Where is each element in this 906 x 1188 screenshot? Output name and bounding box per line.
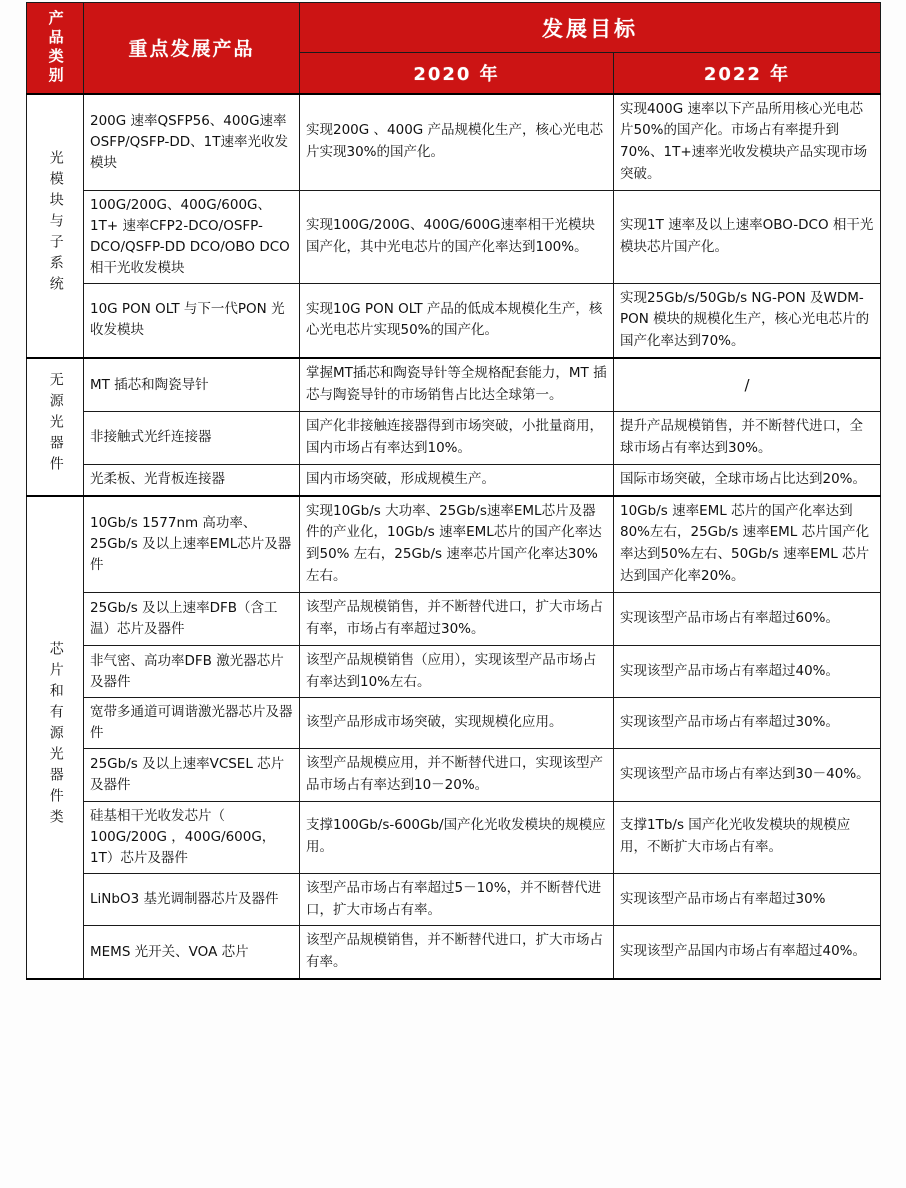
header-row-top (27, 3, 881, 53)
goal-2022-cell: 实现该型产品国内市场占有率超过40%。 (614, 926, 881, 979)
goal-2022-cell: 实现25Gb/s/50Gb/s NG-PON 及WDM-PON 模块的规模化生产，核心光电芯片的国产化率达到70%。 (614, 283, 881, 358)
product-cell: 100G/200G、400G/600G、1T+ 速率CFP2-DCO/OSFP-DCO/QSFP-DD DCO/OBO DCO 相干光收发模块 (84, 190, 300, 283)
table-row (27, 464, 881, 495)
table-row (27, 645, 881, 698)
table-row (27, 358, 881, 411)
table-row (27, 749, 881, 802)
product-cell: 25Gb/s 及以上速率VCSEL 芯片及器件 (84, 749, 300, 802)
goal-2020-cell: 实现10Gb/s 大功率、25Gb/s速率EML芯片及器件的产业化，10Gb/s 速率EML芯片的国产化率达到50% 左右，25Gb/s 速率芯片国产化率达30%左右。 (300, 496, 614, 593)
category-label: 无源光器件 (47, 372, 64, 478)
header-goal: 发展目标 (300, 3, 881, 53)
goal-2022-cell: 实现该型产品市场占有率超过40%。 (614, 645, 881, 698)
goal-2020-cell: 该型产品市场占有率超过5－10%，并不断替代进口，扩大市场占有率。 (300, 873, 614, 926)
goal-2020-cell: 实现100G/200G、400G/600G速率相干光模块国产化，其中光电芯片的国产化率达到100%。 (300, 190, 614, 283)
product-cell: 10Gb/s 1577nm 高功率、25Gb/s 及以上速率EML芯片及器件 (84, 496, 300, 593)
goal-2022-cell: 实现该型产品市场占有率超过30% (614, 873, 881, 926)
goal-2022-cell: 支撑1Tb/s 国产化光收发模块的规模应用，不断扩大市场占有率。 (614, 801, 881, 873)
table-row (27, 190, 881, 283)
goal-2022-cell: 实现1T 速率及以上速率OBO-DCO 相干光模块芯片国产化。 (614, 190, 881, 283)
goal-2022-cell: 实现该型产品市场占有率超过30%。 (614, 698, 881, 749)
goal-2020-cell: 该型产品规模应用，并不断替代进口，实现该型产品市场占有率达到10－20%。 (300, 749, 614, 802)
header-year-2022: 2022 年 (614, 53, 881, 94)
table-header (27, 3, 881, 94)
category-cell-optical-modules (27, 94, 84, 359)
goal-2020-cell: 该型产品规模销售，并不断替代进口，扩大市场占有率，市场占有率超过30%。 (300, 592, 614, 645)
header-year-2020: 2020 年 (300, 53, 614, 94)
goal-2020-cell: 该型产品规模销售（应用），实现该型产品市场占有率达到10%左右。 (300, 645, 614, 698)
goal-2020-cell: 该型产品形成市场突破，实现规模化应用。 (300, 698, 614, 749)
product-cell: 非气密、高功率DFB 激光器芯片及器件 (84, 645, 300, 698)
header-category (27, 3, 84, 94)
development-goals-table (26, 2, 881, 980)
goal-2022-cell: 实现400G 速率以下产品所用核心光电芯片50%的国产化。市场占有率提升到70%、1T+速率光收发模块产品实现市场突破。 (614, 94, 881, 191)
table-row (27, 411, 881, 464)
product-cell: 宽带多通道可调谐激光器芯片及器件 (84, 698, 300, 749)
goal-2020-cell: 实现10G PON OLT 产品的低成本规模化生产，核心光电芯片实现50%的国产化。 (300, 283, 614, 358)
goal-2022-cell: 国际市场突破，全球市场占比达到20%。 (614, 464, 881, 495)
goal-2022-cell: / (614, 358, 881, 411)
goal-2022-cell: 实现该型产品市场占有率达到30－40%。 (614, 749, 881, 802)
product-cell: 25Gb/s 及以上速率DFB（含工温）芯片及器件 (84, 592, 300, 645)
header-product: 重点发展产品 (84, 3, 300, 94)
goal-2020-cell: 掌握MT插芯和陶瓷导针等全规格配套能力，MT 插芯与陶瓷导针的市场销售占比达全球第一。 (300, 358, 614, 411)
product-cell: 200G 速率QSFP56、400G速率OSFP/QSFP-DD、1T速率光收发模块 (84, 94, 300, 191)
goal-2022-cell: 实现该型产品市场占有率超过60%。 (614, 592, 881, 645)
product-cell: MT 插芯和陶瓷导针 (84, 358, 300, 411)
goal-2022-cell: 10Gb/s 速率EML 芯片的国产化率达到80%左右，25Gb/s 速率EML 芯片国产化率达到50%左右、50Gb/s 速率EML 芯片达到国产化率20%。 (614, 496, 881, 593)
category-label: 芯片和有源光器件类 (47, 640, 64, 830)
goal-2020-cell: 国内市场突破，形成规模生产。 (300, 464, 614, 495)
product-cell: 光柔板、光背板连接器 (84, 464, 300, 495)
table-body (27, 94, 881, 980)
table-row (27, 698, 881, 749)
product-cell: LiNbO3 基光调制器芯片及器件 (84, 873, 300, 926)
table-row (27, 94, 881, 191)
goal-2022-cell: 提升产品规模销售，并不断替代进口，全球市场占有率达到30%。 (614, 411, 881, 464)
table-row (27, 873, 881, 926)
table-row (27, 592, 881, 645)
product-cell: 10G PON OLT 与下一代PON 光收发模块 (84, 283, 300, 358)
product-cell: 非接触式光纤连接器 (84, 411, 300, 464)
goal-2020-cell: 国产化非接触连接器得到市场突破，小批量商用，国内市场占有率达到10%。 (300, 411, 614, 464)
goal-2020-cell: 实现200G 、400G 产品规模化生产，核心光电芯片实现30%的国产化。 (300, 94, 614, 191)
category-label: 光模块与子系统 (47, 150, 64, 298)
table-row (27, 926, 881, 979)
goal-2020-cell: 支撑100Gb/s-600Gb/国产化光收发模块的规模应用。 (300, 801, 614, 873)
product-cell: MEMS 光开关、VOA 芯片 (84, 926, 300, 979)
goal-2020-cell: 该型产品规模销售，并不断替代进口，扩大市场占有率。 (300, 926, 614, 979)
product-cell: 硅基相干光收发芯片（ 100G/200G ，400G/600G，1T）芯片及器件 (84, 801, 300, 873)
category-cell-passive-components (27, 358, 84, 495)
table-row (27, 496, 881, 593)
category-cell-chips-active (27, 496, 84, 980)
table-row (27, 801, 881, 873)
header-category-label: 产品类别 (46, 9, 65, 86)
table-row (27, 283, 881, 358)
